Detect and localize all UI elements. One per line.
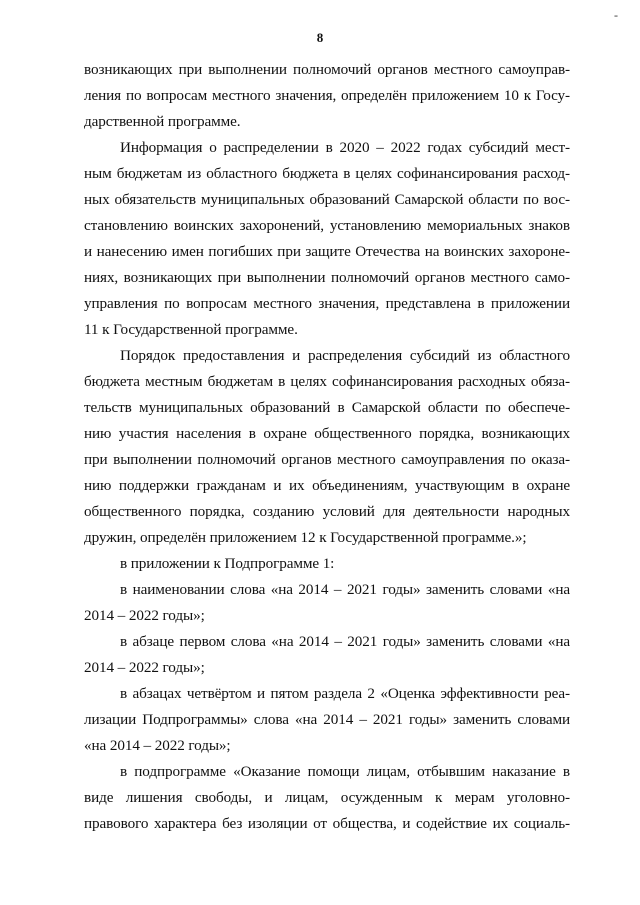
text-line: дружин, определён приложением 12 к Государственной программе.»; <box>84 529 527 546</box>
text-line: нию участия населения в охране общественного порядка, возникающих <box>84 425 570 442</box>
text-line: 2014 – 2022 годы»; <box>84 607 205 624</box>
text-line: лизации Подпрограммы» слова «на 2014 – 2021 годы» заменить словами <box>84 711 570 728</box>
text-line: нию поддержки гражданам и их объединениям, участвующим в охране <box>84 477 570 494</box>
text-line: управления по вопросам местного значения, представлена в приложении <box>84 295 570 312</box>
text-line: ления по вопросам местного значения, определён приложением 10 к Госу- <box>84 87 570 104</box>
text-line: «на 2014 – 2022 годы»; <box>84 737 231 754</box>
text-line: в приложении к Подпрограмме 1: <box>120 555 335 572</box>
text-line: и нанесению имен погибших при защите Отечества на воинских захороне- <box>84 243 570 260</box>
text-line: в абзаце первом слова «на 2014 – 2021 годы» заменить словами «на <box>120 633 570 650</box>
text-line: в наименовании слова «на 2014 – 2021 годы» заменить словами «на <box>120 581 570 598</box>
text-line: при выполнении полномочий органов местного самоуправления по оказа- <box>84 451 570 468</box>
text-line: становлению воинских захоронений, установлению мемориальных знаков <box>84 217 570 234</box>
text-line: ным бюджетам из областного бюджета в целях софинансирования расход- <box>84 165 570 182</box>
text-line: 11 к Государственной программе. <box>84 321 298 338</box>
text-line: общественного порядка, созданию условий для деятельности народных <box>84 503 570 520</box>
text-line: дарственной программе. <box>84 113 241 130</box>
text-line: виде лишения свободы, и лицам, осужденным к мерам уголовно- <box>84 789 570 806</box>
text-line: в подпрограмме «Оказание помощи лицам, отбывшим наказание в <box>120 763 570 780</box>
text-line: возникающих при выполнении полномочий органов местного самоуправ- <box>84 61 570 78</box>
text-line: в абзацах четвёртом и пятом раздела 2 «Оценка эффективности реа- <box>120 685 570 702</box>
corner-mark: - <box>614 8 618 22</box>
text-line: правового характера без изоляции от общества, и содействие их социаль- <box>84 815 570 832</box>
text-line: тельств муниципальных образований в Самарской области по обеспече- <box>84 399 570 416</box>
text-line: Порядок предоставления и распределения субсидий из областного <box>120 347 570 364</box>
text-line: ных обязательств муниципальных образований Самарской области по вос- <box>84 191 570 208</box>
text-line: Информация о распределении в 2020 – 2022 годах субсидий мест- <box>120 139 570 156</box>
page-number: 8 <box>316 30 324 45</box>
text-line: ниях, возникающих при выполнении полномочий органов местного само- <box>84 269 570 286</box>
text-line: 2014 – 2022 годы»; <box>84 659 205 676</box>
text-line: бюджета местным бюджетам в целях софинансирования расходных обяза- <box>84 373 570 390</box>
